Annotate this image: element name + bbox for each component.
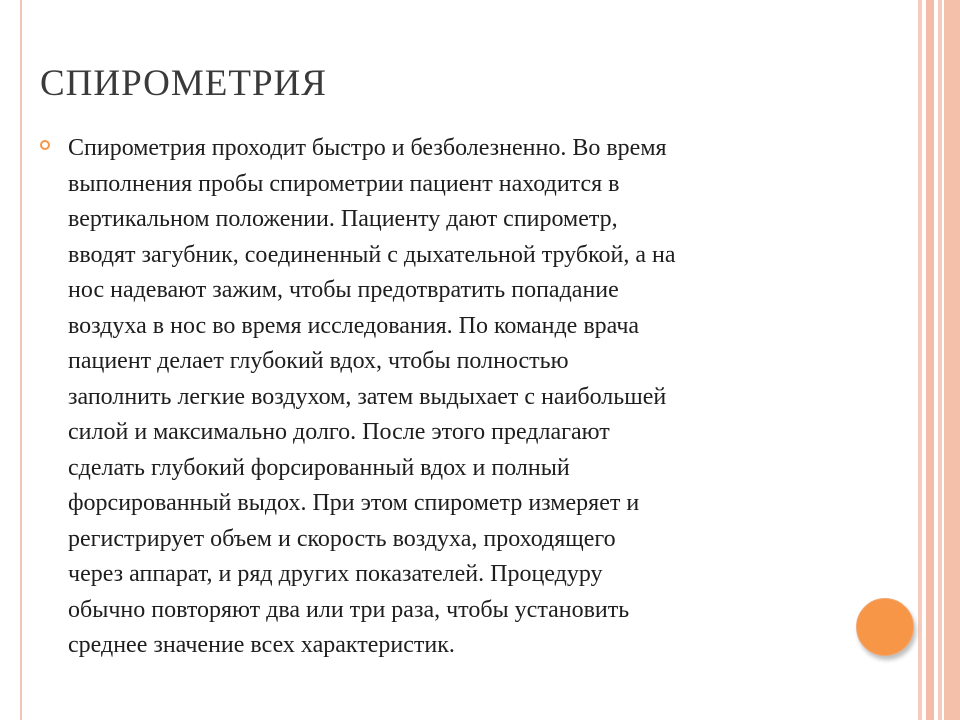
text-line: среднее значение всех характеристик.: [68, 632, 455, 658]
ring-bullet-icon: [40, 140, 50, 150]
text-line: силой и максимально долго. После этого предлагают: [68, 419, 610, 445]
orange-circle-icon: [856, 598, 914, 656]
text-line: вертикальном положении. Пациенту дают спирометр,: [68, 206, 618, 232]
text-line: сделать глубокий форсированный вдох и полный: [68, 454, 570, 481]
right-stripe-decoration: [926, 0, 934, 720]
text-line: форсированный выдох. При этом спирометр измеряет и: [68, 490, 640, 516]
text-line: пациент делает глубокий вдох, чтобы полностью: [68, 348, 569, 374]
text-line: воздуха в нос во время исследования. По команде врача: [68, 312, 640, 339]
left-border-decoration: [0, 0, 22, 720]
text-line: через аппарат, и ряд других показателей. Процедуру: [68, 561, 603, 587]
right-stripe-decoration: [918, 0, 922, 720]
text-line: Спирометрия проходит быстро и безболезненно. Во время: [68, 135, 667, 161]
text-line: регистрирует объем и скорость воздуха, проходящего: [68, 525, 616, 552]
text-line: обычно повторяют два или три раза, чтобы установить: [68, 596, 630, 623]
slide-title: СПИРОМЕТРИЯ: [40, 63, 327, 104]
right-stripe-decoration: [944, 0, 960, 720]
text-line: вводят загубник, соединенный с дыхательной трубкой, а на: [68, 241, 676, 268]
bullet-text: [68, 131, 848, 664]
right-stripe-decoration: [938, 0, 942, 720]
text-line: выполнения пробы спирометрии пациент находится в: [68, 170, 620, 197]
text-line: нос надевают зажим, чтобы предотвратить попадание: [68, 277, 619, 303]
text-line: заполнить легкие воздухом, затем выдыхает с наибольшей: [68, 383, 667, 410]
